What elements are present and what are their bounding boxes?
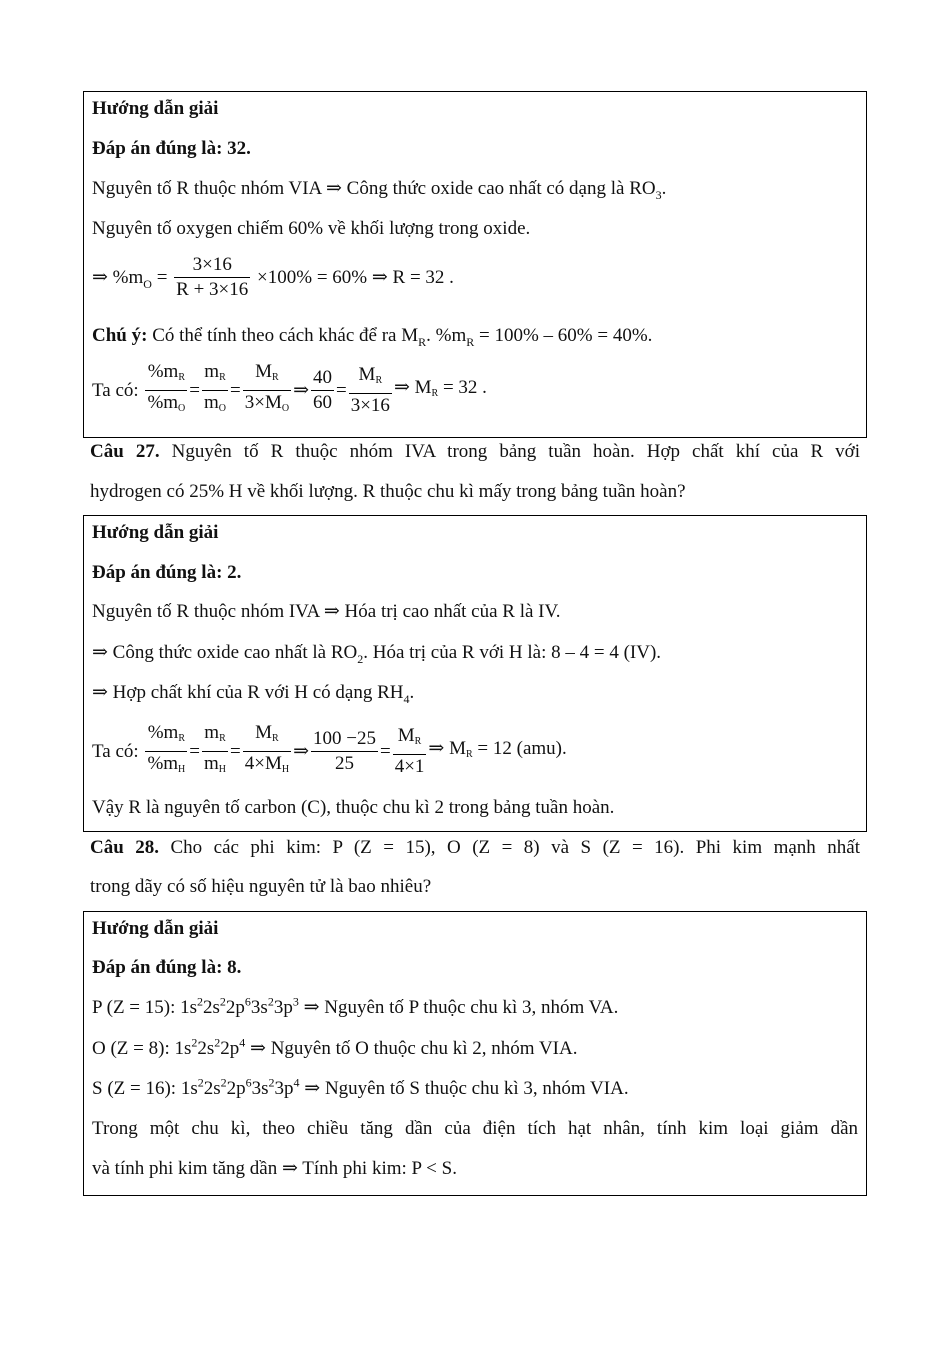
fraction: $\frac{3\times 16}{R + 3\times 16}$: [176, 254, 249, 301]
question-28-line2: trong dãy có số hiệu nguyên tử là bao nhiêu?: [90, 876, 432, 897]
answer-line: Đáp án đúng là: 32.: [92, 138, 251, 159]
answer-line: Đáp án đúng là: 8.: [92, 957, 242, 978]
question-27-line2: hydrogen có 25% H về khối lượng. R thuộc chu kì mấy trong bảng tuần hoàn?: [90, 481, 686, 502]
config-p: P (Z = 15): $1s^22s^22p^63s^23p^3$ ⇒ Nguyên tố P thuộc chu kì 3, nhóm VA.: [92, 994, 619, 1018]
formula-1: ⇒ $\%m_O$ = $\frac{3\times 16}{R + 3\times 16}$ ×100% = 60% ⇒ R = 32 .: [92, 254, 454, 301]
answer-line: Đáp án đúng là: 2.: [92, 562, 242, 583]
solution-box-q26: [83, 91, 867, 438]
text-line: ⇒ Công thức oxide cao nhất là $RO_2$. Hóa trị của R với H là: 8 – 4 = 4 (IV).: [92, 642, 662, 666]
solution-heading: Hướng dẫn giải: [92, 98, 219, 119]
conclusion-line: Vậy R là nguyên tố carbon (C), thuộc chu kì 2 trong bảng tuần hoàn.: [92, 797, 615, 818]
config-s: S (Z = 16): $1s^22s^22p^63s^23p^4$ ⇒ Nguyên tố S thuộc chu kì 3, nhóm VIA.: [92, 1075, 629, 1099]
solution-box-q28: [83, 911, 867, 1196]
text-line: ⇒ Hợp chất khí của R với H có dạng $RH_4$.: [92, 682, 415, 706]
solution-heading: Hướng dẫn giải: [92, 522, 219, 543]
trend-line: Trong một chu kì, theo chiều tăng dần của điện tích hạt nhân, tính kim loại giảm dần: [92, 1118, 858, 1139]
solution-box-q27: [83, 515, 867, 832]
note-line: Chú ý: Có thể tính theo cách khác để ra $M_R$. $\%m_R = 100\% - 60\% = 40\%$.: [92, 325, 653, 349]
formula-3: Ta có: $\frac{\%mR}{\%mH}$ = $\frac{mR}{mH}$ = $\frac{MR}{4\times MH}$ ⇒ $\frac{100 -25}{25}$ = $\frac{MR}{4\times 1}$ ⇒ MR = 12 (amu).: [92, 722, 567, 777]
text-line: Nguyên tố R thuộc nhóm VIA ⇒ Công thức oxide cao nhất có dạng là $RO_3$.: [92, 178, 667, 202]
question-27: Câu 27. Nguyên tố R thuộc nhóm IVA trong bảng tuần hoàn. Hợp chất khí của R với: [90, 441, 860, 462]
config-o: O (Z = 8): $1s^22s^22p^4$ ⇒ Nguyên tố O thuộc chu kì 2, nhóm VIA.: [92, 1035, 578, 1059]
text-line: Nguyên tố R thuộc nhóm IVA ⇒ Hóa trị cao nhất của R là IV.: [92, 601, 561, 622]
question-28: Câu 28. Cho các phi kim: P (Z = 15), O (Z = 8) và S (Z = 16). Phi kim mạnh nhất: [90, 837, 860, 858]
formula-2: Ta có: $\frac{\%mR}{\%mO}$ = $\frac{mR}{mO}$ = $\frac{MR}{3\times MO}$ ⇒ $\frac{40}{60}$ = $\frac{MR}{3\times 16}$ ⇒ MR = 32 .: [92, 361, 487, 416]
solution-heading: Hướng dẫn giải: [92, 918, 219, 939]
text-line: Nguyên tố oxygen chiếm 60% về khối lượng trong oxide.: [92, 218, 531, 239]
trend-line-2: và tính phi kim tăng dần ⇒ Tính phi kim: P < S.: [92, 1158, 457, 1179]
